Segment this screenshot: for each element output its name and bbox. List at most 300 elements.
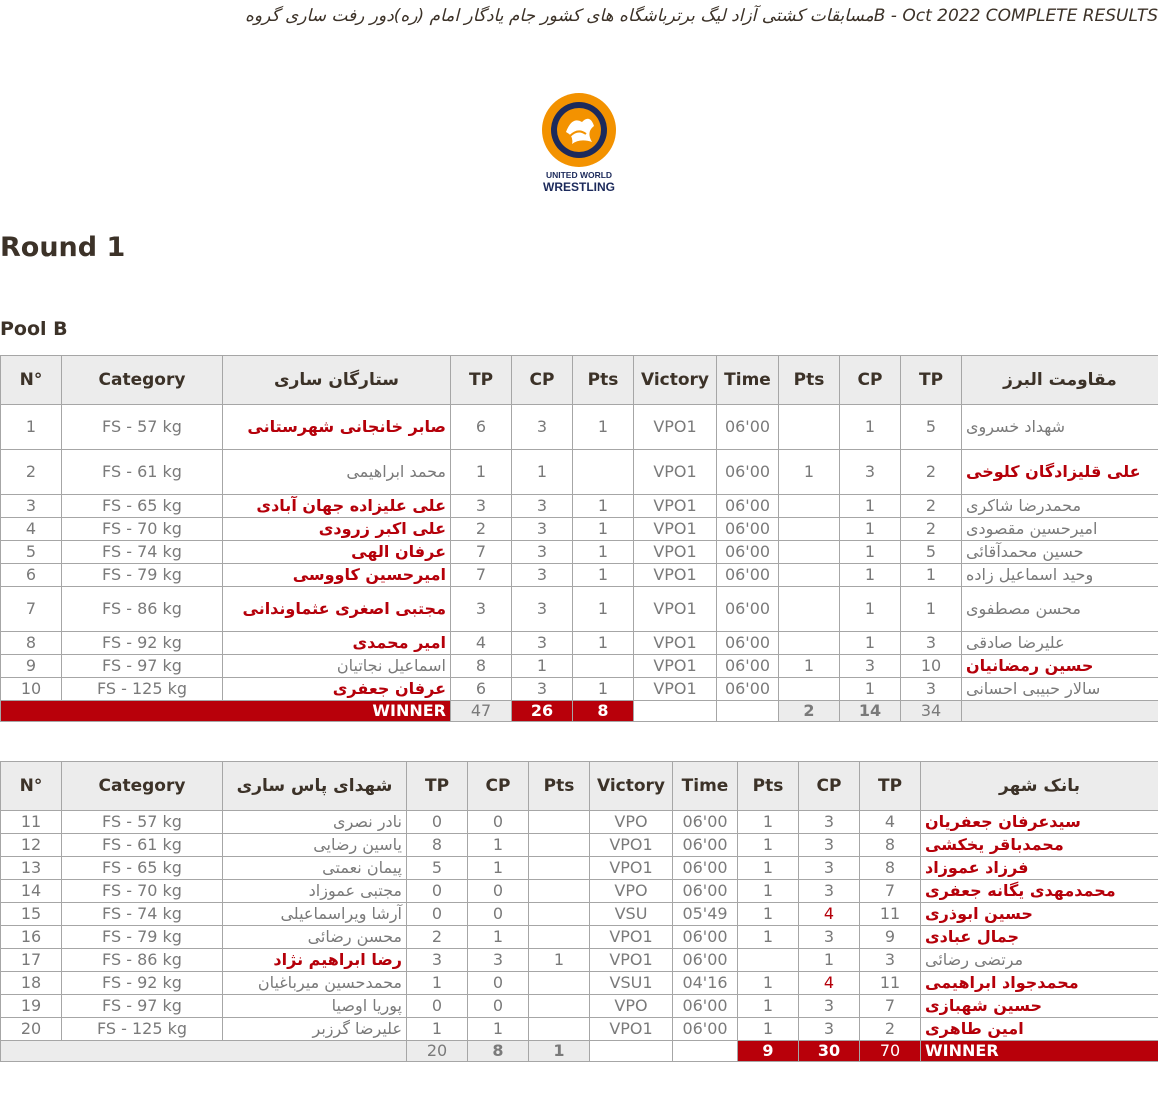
weight-category: FS - 86 kg bbox=[62, 587, 223, 632]
cp-b: 1 bbox=[840, 405, 901, 450]
weight-category: FS - 74 kg bbox=[62, 903, 223, 926]
wrestler-a: امیرحسین کاووسی bbox=[223, 564, 451, 587]
pts-b bbox=[779, 495, 840, 518]
col-header-category: Category bbox=[62, 762, 223, 811]
bout-time: 06'00 bbox=[717, 495, 779, 518]
tp-a: 2 bbox=[407, 926, 468, 949]
wrestler-b: مرتضی رضائی bbox=[921, 949, 1158, 972]
cp-b: 1 bbox=[840, 518, 901, 541]
tp-a: 1 bbox=[451, 450, 512, 495]
pts-a bbox=[529, 857, 590, 880]
cp-b: 3 bbox=[840, 450, 901, 495]
winner-banner: WINNER bbox=[1, 701, 451, 722]
table-row bbox=[1, 405, 1158, 450]
pool-title: Pool B bbox=[0, 318, 68, 340]
cp-a: 3 bbox=[512, 518, 573, 541]
tp-a: 6 bbox=[451, 678, 512, 701]
uww-logo bbox=[540, 92, 618, 197]
tp-b: 4 bbox=[860, 811, 921, 834]
pts-a: 1 bbox=[573, 632, 634, 655]
bout-number: 6 bbox=[1, 564, 62, 587]
cp-b: 3 bbox=[840, 655, 901, 678]
bout-number: 19 bbox=[1, 995, 62, 1018]
wrestler-b: امیرحسین مقصودی bbox=[962, 518, 1158, 541]
tp-b: 7 bbox=[860, 995, 921, 1018]
weight-category: FS - 70 kg bbox=[62, 518, 223, 541]
pts-b: 1 bbox=[738, 834, 799, 857]
wrestler-b: فرزاد عموزاد bbox=[921, 857, 1158, 880]
wrestler-a: اسماعیل نجاتیان bbox=[223, 655, 451, 678]
pts-a bbox=[529, 1018, 590, 1041]
cp-b: 1 bbox=[840, 587, 901, 632]
bout-time: 06'00 bbox=[673, 811, 738, 834]
bout-time: 06'00 bbox=[673, 926, 738, 949]
victory-type: VPO bbox=[590, 880, 673, 903]
header-row bbox=[1, 762, 1158, 811]
cp-a: 1 bbox=[468, 926, 529, 949]
table-row bbox=[1, 949, 1158, 972]
cp-b: 3 bbox=[799, 857, 860, 880]
bout-number: 7 bbox=[1, 587, 62, 632]
pts-a: 1 bbox=[573, 518, 634, 541]
results-table-1 bbox=[0, 355, 1158, 722]
cp-a: 0 bbox=[468, 995, 529, 1018]
cp-a: 3 bbox=[468, 949, 529, 972]
total-tp-b: 34 bbox=[901, 701, 962, 722]
table-row bbox=[1, 450, 1158, 495]
wrestler-b: محمدرضا شاکری bbox=[962, 495, 1158, 518]
wrestler-a: امیر محمدی bbox=[223, 632, 451, 655]
total-blank-b bbox=[962, 701, 1158, 722]
wrestler-b: حسین محمدآقائی bbox=[962, 541, 1158, 564]
col-header-team_a: ستارگان ساری bbox=[223, 356, 451, 405]
cp-a: 1 bbox=[468, 857, 529, 880]
wrestler-b: محمدباقر یخکشی bbox=[921, 834, 1158, 857]
bout-number: 3 bbox=[1, 495, 62, 518]
tp-a: 0 bbox=[407, 903, 468, 926]
total-tp-a: 20 bbox=[407, 1041, 468, 1062]
victory-type: VPO1 bbox=[590, 1018, 673, 1041]
col-header-tp2: TP bbox=[860, 762, 921, 811]
round-title: Round 1 bbox=[0, 232, 126, 263]
col-header-pts: Pts bbox=[573, 356, 634, 405]
tp-b: 5 bbox=[901, 405, 962, 450]
total-pts-b: 9 bbox=[738, 1041, 799, 1062]
victory-type: VPO1 bbox=[634, 450, 717, 495]
wrestler-a: آرشا ویراسماعیلی bbox=[223, 903, 407, 926]
tp-b: 2 bbox=[901, 450, 962, 495]
col-header-n: N° bbox=[1, 762, 62, 811]
wrestler-a: صابر خانجانی شهرستانی bbox=[223, 405, 451, 450]
tp-a: 1 bbox=[407, 972, 468, 995]
tp-b: 2 bbox=[860, 1018, 921, 1041]
bout-number: 5 bbox=[1, 541, 62, 564]
cp-b: 1 bbox=[840, 678, 901, 701]
victory-type: VPO1 bbox=[634, 518, 717, 541]
pts-b bbox=[779, 678, 840, 701]
victory-type: VPO1 bbox=[634, 495, 717, 518]
cp-b: 4 bbox=[799, 903, 860, 926]
tp-b: 1 bbox=[901, 587, 962, 632]
cp-a: 0 bbox=[468, 880, 529, 903]
document-header: مسابقات کشتی آزاد لیگ برترباشگاه های کشور جام یادگار امام (ره)دور رفت ساری گروهB - Oct 2022 COMPLETE RESULTS bbox=[245, 6, 1158, 26]
victory-type: VPO1 bbox=[634, 564, 717, 587]
col-header-pts2: Pts bbox=[738, 762, 799, 811]
col-header-cp: CP bbox=[468, 762, 529, 811]
table-row bbox=[1, 541, 1158, 564]
tp-a: 4 bbox=[451, 632, 512, 655]
tp-b: 3 bbox=[901, 678, 962, 701]
col-header-tp2: TP bbox=[901, 356, 962, 405]
tp-a: 6 bbox=[451, 405, 512, 450]
table-row bbox=[1, 1018, 1158, 1041]
pts-b bbox=[779, 541, 840, 564]
cp-a: 0 bbox=[468, 903, 529, 926]
tp-a: 0 bbox=[407, 811, 468, 834]
cp-b: 1 bbox=[840, 541, 901, 564]
cp-a: 3 bbox=[512, 405, 573, 450]
wrestler-a: محمد ابراهیمی bbox=[223, 450, 451, 495]
victory-type: VPO1 bbox=[634, 587, 717, 632]
cp-a: 1 bbox=[468, 834, 529, 857]
wrestler-b: شهداد خسروی bbox=[962, 405, 1158, 450]
total-blank-time bbox=[673, 1041, 738, 1062]
cp-b: 1 bbox=[799, 949, 860, 972]
victory-type: VPO bbox=[590, 995, 673, 1018]
bout-time: 06'00 bbox=[673, 949, 738, 972]
pts-a: 1 bbox=[573, 495, 634, 518]
tp-a: 2 bbox=[451, 518, 512, 541]
total-cp-b: 14 bbox=[840, 701, 901, 722]
tp-a: 3 bbox=[451, 587, 512, 632]
uww-emblem-icon bbox=[540, 92, 618, 197]
tp-b: 3 bbox=[901, 632, 962, 655]
pts-b: 1 bbox=[738, 995, 799, 1018]
wrestler-b: وحید اسماعیل زاده bbox=[962, 564, 1158, 587]
pts-b bbox=[779, 405, 840, 450]
pts-a: 1 bbox=[573, 678, 634, 701]
table-row bbox=[1, 903, 1158, 926]
weight-category: FS - 57 kg bbox=[62, 405, 223, 450]
cp-a: 3 bbox=[512, 678, 573, 701]
cp-a: 1 bbox=[512, 655, 573, 678]
weight-category: FS - 65 kg bbox=[62, 857, 223, 880]
total-blank-a bbox=[1, 1041, 407, 1062]
pts-a bbox=[573, 655, 634, 678]
col-header-time: Time bbox=[673, 762, 738, 811]
pts-a bbox=[529, 926, 590, 949]
victory-type: VPO1 bbox=[590, 857, 673, 880]
pts-b: 1 bbox=[738, 926, 799, 949]
cp-b: 1 bbox=[840, 632, 901, 655]
cp-a: 3 bbox=[512, 541, 573, 564]
bout-time: 06'00 bbox=[673, 880, 738, 903]
logo-line1: UNITED WORLD bbox=[545, 170, 613, 180]
wrestler-b: حسین ابوذری bbox=[921, 903, 1158, 926]
table-row bbox=[1, 518, 1158, 541]
victory-type: VPO1 bbox=[590, 926, 673, 949]
bout-number: 18 bbox=[1, 972, 62, 995]
total-pts-a: 8 bbox=[573, 701, 634, 722]
bout-time: 06'00 bbox=[673, 857, 738, 880]
victory-type: VPO bbox=[590, 811, 673, 834]
total-cp-b: 30 bbox=[799, 1041, 860, 1062]
weight-category: FS - 86 kg bbox=[62, 949, 223, 972]
col-header-n: N° bbox=[1, 356, 62, 405]
tp-b: 8 bbox=[860, 857, 921, 880]
table-row bbox=[1, 655, 1158, 678]
pts-b bbox=[779, 587, 840, 632]
pts-b bbox=[779, 518, 840, 541]
table-row bbox=[1, 495, 1158, 518]
tp-b: 1 bbox=[901, 564, 962, 587]
pts-a bbox=[529, 903, 590, 926]
bout-number: 8 bbox=[1, 632, 62, 655]
victory-type: VPO1 bbox=[634, 632, 717, 655]
table-row bbox=[1, 880, 1158, 903]
cp-b: 3 bbox=[799, 926, 860, 949]
weight-category: FS - 65 kg bbox=[62, 495, 223, 518]
col-header-pts: Pts bbox=[529, 762, 590, 811]
wrestler-b: محسن مصطفوی bbox=[962, 587, 1158, 632]
cp-b: 3 bbox=[799, 880, 860, 903]
col-header-pts2: Pts bbox=[779, 356, 840, 405]
col-header-cp2: CP bbox=[840, 356, 901, 405]
bout-number: 1 bbox=[1, 405, 62, 450]
tp-b: 5 bbox=[901, 541, 962, 564]
header-row bbox=[1, 356, 1158, 405]
tp-a: 7 bbox=[451, 541, 512, 564]
cp-a: 3 bbox=[512, 495, 573, 518]
logo-line2: WRESTLING bbox=[543, 180, 615, 194]
weight-category: FS - 125 kg bbox=[62, 678, 223, 701]
tp-a: 3 bbox=[451, 495, 512, 518]
bout-number: 12 bbox=[1, 834, 62, 857]
table-row bbox=[1, 564, 1158, 587]
pts-a: 1 bbox=[573, 587, 634, 632]
bout-number: 2 bbox=[1, 450, 62, 495]
total-tp-b: 70 bbox=[860, 1041, 921, 1062]
total-pts-a: 1 bbox=[529, 1041, 590, 1062]
totals-row bbox=[1, 1041, 1158, 1062]
wrestler-a: علی علیزاده جهان آبادی bbox=[223, 495, 451, 518]
wrestler-b: محمدجواد ابراهیمی bbox=[921, 972, 1158, 995]
weight-category: FS - 125 kg bbox=[62, 1018, 223, 1041]
cp-a: 1 bbox=[468, 1018, 529, 1041]
victory-type: VSU1 bbox=[590, 972, 673, 995]
cp-b: 4 bbox=[799, 972, 860, 995]
cp-a: 0 bbox=[468, 972, 529, 995]
table-row bbox=[1, 678, 1158, 701]
weight-category: FS - 61 kg bbox=[62, 450, 223, 495]
pts-a bbox=[529, 811, 590, 834]
wrestler-b: سالار حبیبی احسانی bbox=[962, 678, 1158, 701]
wrestler-a: پوریا اوصیا bbox=[223, 995, 407, 1018]
wrestler-a: رضا ابراهیم نژاد bbox=[223, 949, 407, 972]
total-blank-time bbox=[717, 701, 779, 722]
cp-a: 1 bbox=[512, 450, 573, 495]
total-pts-b: 2 bbox=[779, 701, 840, 722]
weight-category: FS - 92 kg bbox=[62, 972, 223, 995]
wrestler-b: سیدعرفان جعفریان bbox=[921, 811, 1158, 834]
table-row bbox=[1, 972, 1158, 995]
tp-a: 5 bbox=[407, 857, 468, 880]
weight-category: FS - 61 kg bbox=[62, 834, 223, 857]
wrestler-b: علیرضا صادقی bbox=[962, 632, 1158, 655]
wrestler-b: امین طاهری bbox=[921, 1018, 1158, 1041]
victory-type: VPO1 bbox=[634, 541, 717, 564]
bout-time: 04'16 bbox=[673, 972, 738, 995]
table-row bbox=[1, 811, 1158, 834]
total-cp-a: 26 bbox=[512, 701, 573, 722]
bout-time: 06'00 bbox=[717, 632, 779, 655]
pts-b bbox=[738, 949, 799, 972]
table-row bbox=[1, 995, 1158, 1018]
col-header-victory: Victory bbox=[634, 356, 717, 405]
tp-a: 1 bbox=[407, 1018, 468, 1041]
pts-b: 1 bbox=[779, 450, 840, 495]
wrestler-b: محمدمهدی یگانه جعفری bbox=[921, 880, 1158, 903]
bout-time: 06'00 bbox=[673, 834, 738, 857]
tp-b: 11 bbox=[860, 972, 921, 995]
col-header-tp: TP bbox=[407, 762, 468, 811]
pts-a bbox=[529, 995, 590, 1018]
pts-b: 1 bbox=[738, 880, 799, 903]
wrestler-a: علیرضا گرزبر bbox=[223, 1018, 407, 1041]
pts-b: 1 bbox=[779, 655, 840, 678]
weight-category: FS - 70 kg bbox=[62, 880, 223, 903]
tp-b: 2 bbox=[901, 518, 962, 541]
col-header-time: Time bbox=[717, 356, 779, 405]
table-row bbox=[1, 926, 1158, 949]
cp-a: 3 bbox=[512, 587, 573, 632]
tp-a: 0 bbox=[407, 995, 468, 1018]
weight-category: FS - 57 kg bbox=[62, 811, 223, 834]
col-header-victory: Victory bbox=[590, 762, 673, 811]
bout-number: 13 bbox=[1, 857, 62, 880]
weight-category: FS - 79 kg bbox=[62, 564, 223, 587]
total-cp-a: 8 bbox=[468, 1041, 529, 1062]
bout-time: 06'00 bbox=[673, 1018, 738, 1041]
cp-b: 1 bbox=[840, 564, 901, 587]
wrestler-b: علی قلیزادگان کلوخی bbox=[962, 450, 1158, 495]
pts-b: 1 bbox=[738, 903, 799, 926]
pts-b bbox=[779, 632, 840, 655]
bout-time: 06'00 bbox=[717, 405, 779, 450]
bout-number: 16 bbox=[1, 926, 62, 949]
wrestler-a: نادر نصری bbox=[223, 811, 407, 834]
victory-type: VPO1 bbox=[634, 678, 717, 701]
col-header-team_a: شهدای پاس ساری bbox=[223, 762, 407, 811]
pts-a: 1 bbox=[573, 541, 634, 564]
total-blank-victory bbox=[634, 701, 717, 722]
victory-type: VPO1 bbox=[590, 834, 673, 857]
pts-a: 1 bbox=[573, 564, 634, 587]
tp-a: 3 bbox=[407, 949, 468, 972]
col-header-cp: CP bbox=[512, 356, 573, 405]
tp-b: 3 bbox=[860, 949, 921, 972]
cp-b: 3 bbox=[799, 811, 860, 834]
pts-b: 1 bbox=[738, 857, 799, 880]
tp-b: 9 bbox=[860, 926, 921, 949]
cp-b: 3 bbox=[799, 995, 860, 1018]
victory-type: VPO1 bbox=[634, 655, 717, 678]
bout-number: 4 bbox=[1, 518, 62, 541]
bout-time: 06'00 bbox=[717, 450, 779, 495]
table-row bbox=[1, 632, 1158, 655]
wrestler-a: محمدحسین میرباغیان bbox=[223, 972, 407, 995]
col-header-cp2: CP bbox=[799, 762, 860, 811]
cp-a: 3 bbox=[512, 632, 573, 655]
table-row bbox=[1, 857, 1158, 880]
weight-category: FS - 79 kg bbox=[62, 926, 223, 949]
wrestler-a: عرفان جعفری bbox=[223, 678, 451, 701]
bout-number: 11 bbox=[1, 811, 62, 834]
col-header-team_b: بانک شهر bbox=[921, 762, 1158, 811]
victory-type: VPO1 bbox=[634, 405, 717, 450]
cp-b: 3 bbox=[799, 834, 860, 857]
cp-b: 1 bbox=[840, 495, 901, 518]
bout-number: 20 bbox=[1, 1018, 62, 1041]
wrestler-b: حسین شهبازی bbox=[921, 995, 1158, 1018]
bout-time: 06'00 bbox=[717, 678, 779, 701]
pts-b: 1 bbox=[738, 972, 799, 995]
victory-type: VSU bbox=[590, 903, 673, 926]
pts-a: 1 bbox=[573, 405, 634, 450]
wrestler-a: مجتبی عموزاد bbox=[223, 880, 407, 903]
cp-a: 0 bbox=[468, 811, 529, 834]
totals-row bbox=[1, 701, 1158, 722]
col-header-category: Category bbox=[62, 356, 223, 405]
bout-time: 06'00 bbox=[717, 541, 779, 564]
bout-time: 06'00 bbox=[717, 564, 779, 587]
pts-a bbox=[529, 880, 590, 903]
pts-a bbox=[529, 834, 590, 857]
table-row bbox=[1, 834, 1158, 857]
total-blank-victory bbox=[590, 1041, 673, 1062]
bout-number: 9 bbox=[1, 655, 62, 678]
weight-category: FS - 97 kg bbox=[62, 995, 223, 1018]
victory-type: VPO1 bbox=[590, 949, 673, 972]
wrestler-b: حسین رمضانیان bbox=[962, 655, 1158, 678]
weight-category: FS - 97 kg bbox=[62, 655, 223, 678]
bout-time: 06'00 bbox=[717, 518, 779, 541]
cp-a: 3 bbox=[512, 564, 573, 587]
bout-time: 06'00 bbox=[673, 995, 738, 1018]
tp-b: 7 bbox=[860, 880, 921, 903]
winner-banner: WINNER bbox=[921, 1041, 1158, 1062]
pts-b: 1 bbox=[738, 1018, 799, 1041]
tp-a: 0 bbox=[407, 880, 468, 903]
pts-a bbox=[573, 450, 634, 495]
tp-b: 8 bbox=[860, 834, 921, 857]
wrestler-a: علی اکبر زرودی bbox=[223, 518, 451, 541]
bout-number: 15 bbox=[1, 903, 62, 926]
weight-category: FS - 92 kg bbox=[62, 632, 223, 655]
tp-b: 2 bbox=[901, 495, 962, 518]
pts-a: 1 bbox=[529, 949, 590, 972]
bout-time: 06'00 bbox=[717, 587, 779, 632]
pts-b bbox=[779, 564, 840, 587]
wrestler-b: جمال عبادی bbox=[921, 926, 1158, 949]
cp-b: 3 bbox=[799, 1018, 860, 1041]
tp-a: 8 bbox=[451, 655, 512, 678]
weight-category: FS - 74 kg bbox=[62, 541, 223, 564]
bout-time: 05'49 bbox=[673, 903, 738, 926]
tp-a: 7 bbox=[451, 564, 512, 587]
tp-b: 10 bbox=[901, 655, 962, 678]
col-header-tp: TP bbox=[451, 356, 512, 405]
